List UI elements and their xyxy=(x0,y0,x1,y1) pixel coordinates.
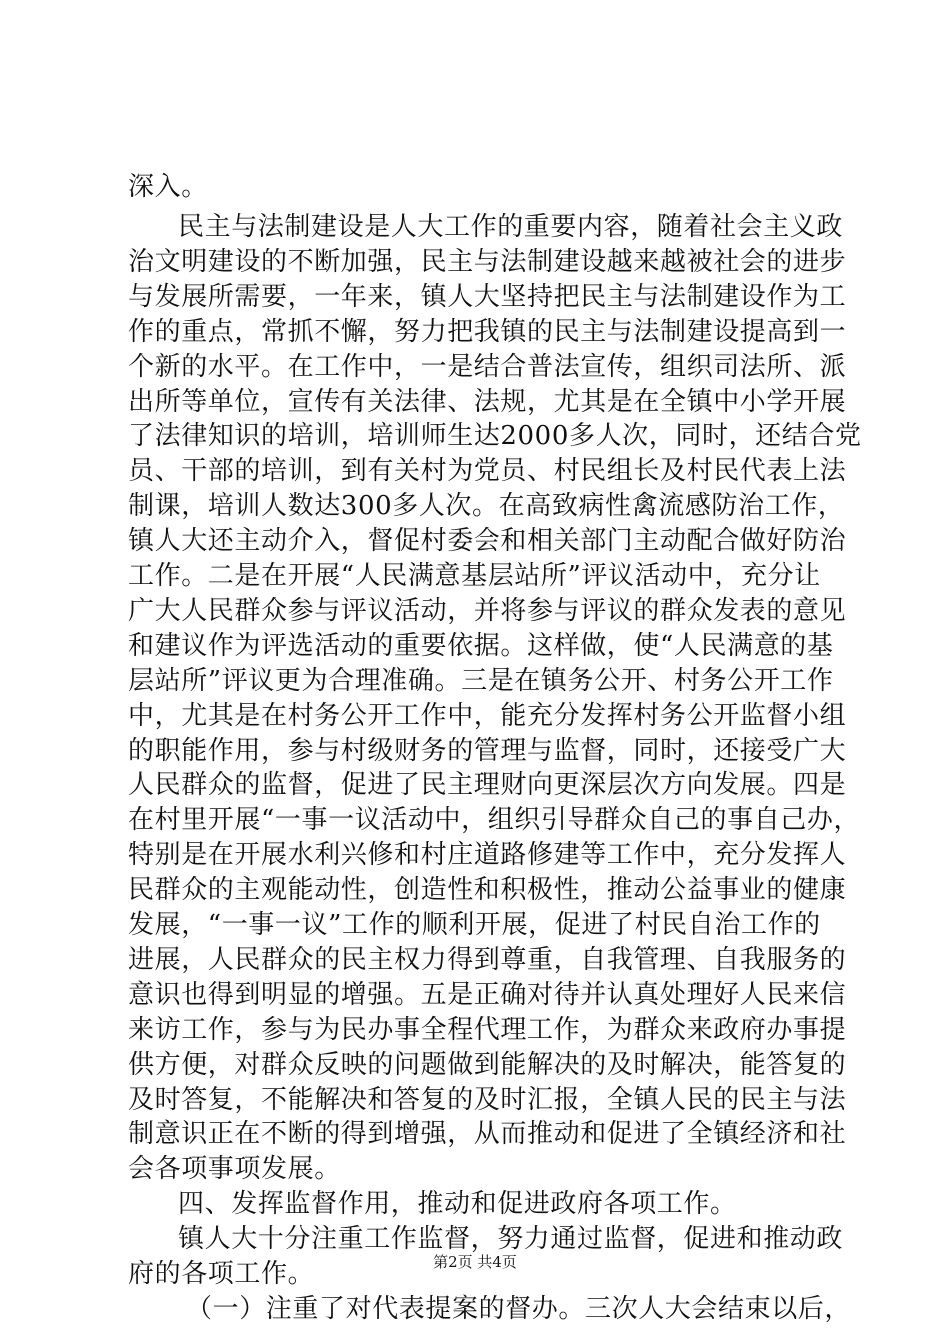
paragraph-start-line: 镇人大十分注重工作监督，努力通过监督，促进和推动政 xyxy=(178,1224,844,1254)
text-line: 及时答复，不能解决和答复的及时汇报，全镇人民的民主与法 xyxy=(128,1085,847,1115)
text-line: 在村里开展“一事一议活动中，组织引导群众自己的事自己办， xyxy=(128,805,861,835)
text-line: 人民群众的监督，促进了民主理财向更深层次方向发展。四是 xyxy=(128,770,847,800)
text-line: 出所等单位，宣传有关法律、法规，尤其是在全镇中小学开展 xyxy=(128,387,847,417)
text-line: 来访工作，参与为民办事全程代理工作，为群众来政府办事提 xyxy=(128,1015,847,1045)
text-line: 和建议作为评选活动的重要依据。这样做，使“人民满意的基 xyxy=(128,631,834,661)
text-line: 意识也得到明显的增强。五是正确对待并认真处理好人民来信 xyxy=(128,980,847,1010)
page-number-footer: 第2页 共4页 xyxy=(433,1253,517,1271)
text-line: 供方便，对群众反映的问题做到能解决的及时解决，能答复的 xyxy=(128,1050,847,1080)
text-line: 员、干部的培训，到有关村为党员、村民组长及村民代表上法 xyxy=(128,456,847,486)
text-line: 特别是在开展水利兴修和村庄道路修建等工作中，充分发挥人 xyxy=(128,840,847,870)
text-line: 民群众的主观能动性，创造性和积极性，推动公益事业的健康 xyxy=(128,875,847,905)
text-line: 层站所”评议更为合理准确。三是在镇务公开、村务公开工作 xyxy=(128,666,834,696)
text-line: 发展，“一事一议”工作的顺利开展，促进了村民自治工作的 xyxy=(128,910,821,940)
text-line: 作的重点，常抓不懈，努力把我镇的民主与法制建设提高到一 xyxy=(128,317,847,347)
text-line: 会各项事项发展。 xyxy=(128,1154,341,1184)
text-line: 了法律知识的培训，培训师生达2000多人次，同时，还结合党 xyxy=(128,421,862,451)
paragraph-start-line: （一）注重了对代表提案的督办。三次人大会结束以后， xyxy=(186,1294,852,1324)
text-line: 的职能作用，参与村级财务的管理与监督，同时，还接受广大 xyxy=(128,736,847,766)
text-line: 治文明建设的不断加强，民主与法制建设越来越被社会的进步 xyxy=(128,247,847,277)
text-line: 府的各项工作。 xyxy=(128,1259,315,1289)
text-line: 进展，人民群众的民主权力得到尊重，自我管理、自我服务的 xyxy=(128,945,847,975)
text-line: 与发展所需要，一年来，镇人大坚持把民主与法制建设作为工 xyxy=(128,282,847,312)
paragraph-start-line: 民主与法制建设是人大工作的重要内容，随着社会主义政 xyxy=(178,212,844,242)
text-line: 广大人民群众参与评议活动，并将参与评议的群众发表的意见 xyxy=(128,596,847,626)
text-line: 制课，培训人数达300多人次。在高致病性禽流感防治工作， xyxy=(128,491,845,521)
text-line: 工作。二是在开展“人民满意基层站所”评议活动中，充分让 xyxy=(128,561,821,591)
text-line: 中，尤其是在村务公开工作中，能充分发挥村务公开监督小组 xyxy=(128,701,847,731)
text-line: 个新的水平。在工作中，一是结合普法宣传，组织司法所、派 xyxy=(128,352,847,382)
section-heading: 四、发挥监督作用，推动和促进政府各项工作。 xyxy=(178,1189,737,1219)
text-line: 制意识正在不断的得到增强，从而推动和促进了全镇经济和社 xyxy=(128,1119,847,1149)
text-line: 深入。 xyxy=(128,172,208,202)
text-line: 镇人大还主动介入，督促村委会和相关部门主动配合做好防治 xyxy=(128,526,847,556)
